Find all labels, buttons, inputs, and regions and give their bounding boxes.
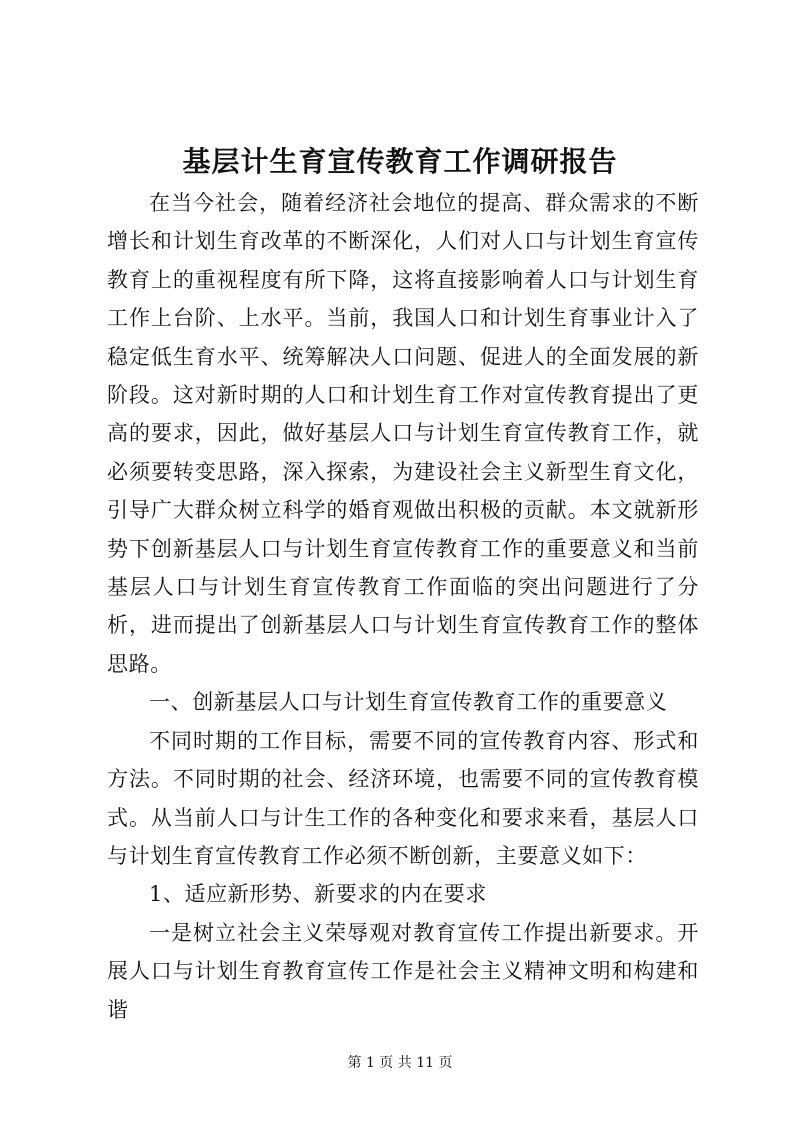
- document-body: [107, 184, 699, 1029]
- document-title: 基层计生育宣传教育工作调研报告: [182, 145, 618, 178]
- paragraph-subsection-1: 一是树立社会主义荣辱观对教育宣传工作提出新要求。开展人口与计划生育教育宣传工作是社会主义精神文明和构建和谐: [107, 920, 699, 1022]
- paragraph-intro: 在当今社会，随着经济社会地位的提高、群众需求的不断增长和计划生育改革的不断深化，人们对人口与计划生育宣传教育上的重视程度有所下降，这将直接影响着人口与计划生育工作上台阶、上水平。当前，我国人口和计划生育事业计入了稳定低生育水平、统筹解决人口问题、促进人的全面发展的新阶段。这对新时期的人口和计划生育工作对宣传教育提出了更高的要求，因此，做好基层人口与计划生育宣传教育工作，就必须要转变思路，深入探索，为建设社会主义新型生育文化，引导广大群众树立科学的婚育观做出积极的贡献。本文就新形势下创新基层人口与计划生育宣传教育工作的重要意义和当前基层人口与计划生育宣传教育工作面临的突出问题进行了分析，进而提出了创新基层人口与计划生育宣传教育工作的整体思路。: [107, 191, 699, 676]
- paragraph-section-1: 不同时期的工作目标，需要不同的宣传教育内容、形式和方法。不同时期的社会、经济环境，也需要不同的宣传教育模式。从当前人口与计生工作的各种变化和要求来看，基层人口与计划生育宣传教育工作必须不断创新，主要意义如下：: [107, 728, 699, 868]
- subsection-heading-1: 1、适应新形势、新要求的内在要求: [149, 882, 487, 907]
- page-number-footer: 第 1 页 共 11 页: [347, 1055, 453, 1071]
- section-heading-1: 一、创新基层人口与计划生育宣传教育工作的重要意义: [149, 690, 668, 715]
